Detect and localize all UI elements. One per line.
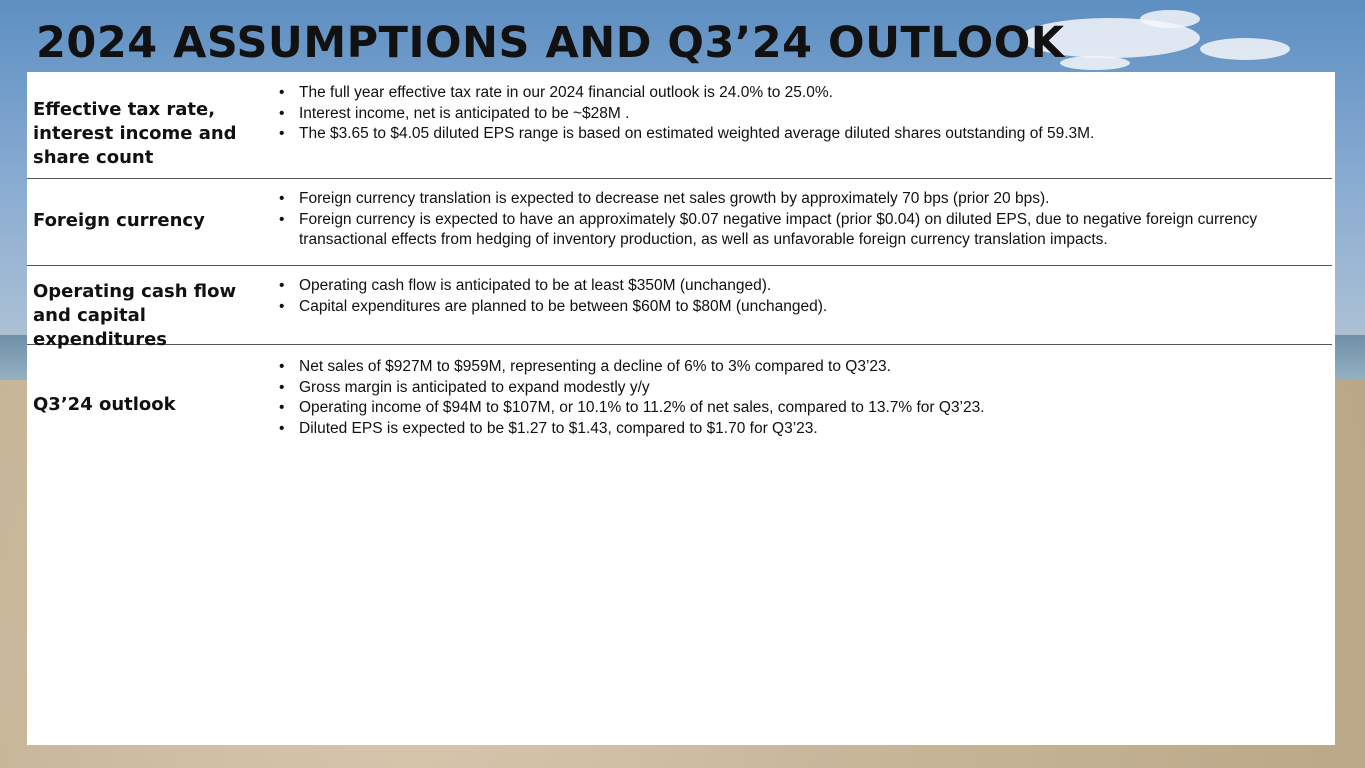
bullet-item: • Interest income, net is anticipated to be ~$28M . — [277, 104, 1317, 125]
bullet-item: • Gross margin is anticipated to expand modestly y/y — [277, 378, 1317, 399]
table-row-foreign-currency — [27, 179, 1332, 266]
row-label: Foreign currency — [33, 210, 205, 231]
slide-title: 2024 ASSUMPTIONS AND Q3’24 OUTLOOK — [36, 18, 1065, 68]
bullet-list — [277, 276, 1317, 317]
bullet-item: • Operating income of $94M to $107M, or 10.1% to 11.2% of net sales, compared to 13.7% for Q3’23. — [277, 398, 1317, 419]
bullet-item: • Operating cash flow is anticipated to be at least $350M (unchanged). — [277, 276, 1317, 297]
row-label: Operating cash flow and capital expenditures — [33, 281, 237, 350]
bullet-list — [277, 83, 1317, 145]
bullet-item: • Foreign currency is expected to have an approximately $0.07 negative impact (prior $0.04) on diluted EPS, due to negative foreign currency transactional effects from hedging of inventory production, as well as unfavorable foreign currency translation impacts. — [277, 210, 1317, 251]
bullet-list — [277, 189, 1317, 251]
table-row-cash-flow — [27, 266, 1332, 350]
bullet-item: • Capital expenditures are planned to be between $60M to $80M (unchanged). — [277, 297, 1317, 318]
bullet-item: • The $3.65 to $4.05 diluted EPS range is based on estimated weighted average diluted shares outstanding of 59.3M. — [277, 124, 1317, 145]
row-label: Q3’24 outlook — [33, 394, 176, 415]
bullet-list — [277, 357, 1317, 439]
bullet-item: • Foreign currency translation is expected to decrease net sales growth by approximately 70 bps (prior 20 bps). — [277, 189, 1317, 210]
bullet-item: • Diluted EPS is expected to be $1.27 to $1.43, compared to $1.70 for Q3’23. — [277, 419, 1317, 440]
bullet-item: • The full year effective tax rate in our 2024 financial outlook is 24.0% to 25.0%. — [277, 83, 1317, 104]
table-row-q3-outlook — [27, 345, 1332, 455]
bullet-item: • Net sales of $927M to $959M, representing a decline of 6% to 3% compared to Q3’23. — [277, 357, 1317, 378]
table-row-tax — [27, 72, 1332, 179]
row-label: Effective tax rate, interest income and share count — [33, 99, 237, 168]
assumptions-table — [27, 72, 1335, 745]
